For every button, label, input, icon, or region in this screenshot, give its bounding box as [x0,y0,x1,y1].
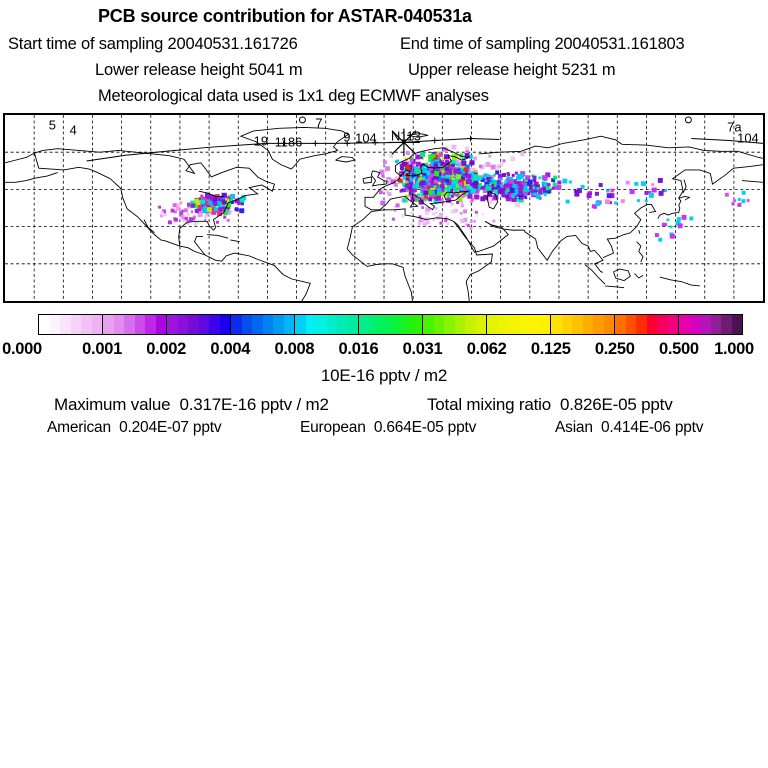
plot-title: PCB source contribution for ASTAR-040531a [98,6,472,26]
colorbar-tick-label: 0.016 [338,340,379,358]
colorbar-tick-label: 0.008 [274,340,315,358]
colorbar-segment [167,315,231,334]
map-annotation-label: 1186 [274,134,303,150]
colorbar-tick-label: 0.250 [594,340,635,358]
colorbar-segment [231,315,295,334]
colorbar-tick-label: 1.000 [714,340,754,358]
map-annotation-label: 7a [727,119,742,135]
colorbar-tick-label: 0.062 [466,340,507,358]
map-annotation-label: 7 [315,115,323,131]
colorbar-tick-label: 0.500 [658,340,699,358]
map-annotation-label: 19 [253,133,269,149]
colorbar-segment [39,315,103,334]
map-annotation-label: 5 [48,117,56,133]
world-map [5,115,763,301]
colorbar-segment [551,315,615,334]
colorbar-segment [423,315,487,334]
map-annotation-label: 104 [355,130,377,146]
colorbar-tick-labels [0,340,768,360]
map-annotation-label: 104 [737,130,759,146]
met-data-note: Meteorological data used is 1x1 deg ECMWF analyses [98,87,489,105]
colorbar-segment [679,315,742,334]
total-mixing-ratio-stat: Total mixing ratio 0.826E-05 pptv [427,395,673,414]
american-contribution-stat: American 0.204E-07 pptv [47,419,222,436]
asian-contribution-stat: Asian 0.414E-06 pptv [555,419,704,436]
start-time-label: Start time of sampling 20040531.161726 [8,35,298,53]
colorbar [38,314,743,335]
map-annotation-label: 4 [69,122,77,138]
colorbar-units-caption: 10E-16 pptv / m2 [320,366,448,385]
colorbar-segment [487,315,551,334]
colorbar-segment [359,315,423,334]
end-time-label: End time of sampling 20040531.161803 [400,35,685,53]
maximum-value-stat: Maximum value 0.317E-16 pptv / m2 [54,395,329,414]
colorbar-segment [103,315,167,334]
colorbar-tick-label: 0.000 [2,340,42,358]
world-map-panel [3,113,765,303]
colorbar-segment [295,315,359,334]
colorbar-tick-label: 0.001 [82,340,122,358]
colorbar-segment [615,315,679,334]
colorbar-tick-label: 0.031 [402,340,443,358]
map-annotation-label: 9 [343,129,351,145]
european-contribution-stat: European 0.664E-05 pptv [300,419,477,436]
colorbar-tick-label: 0.002 [146,340,187,358]
colorbar-tick-label: 0.004 [210,340,251,358]
lower-release-label: Lower release height 5041 m [95,61,303,79]
colorbar-tick-label: 0.125 [530,340,571,358]
map-annotation-label: N113 [390,128,421,144]
upper-release-label: Upper release height 5231 m [408,61,616,79]
